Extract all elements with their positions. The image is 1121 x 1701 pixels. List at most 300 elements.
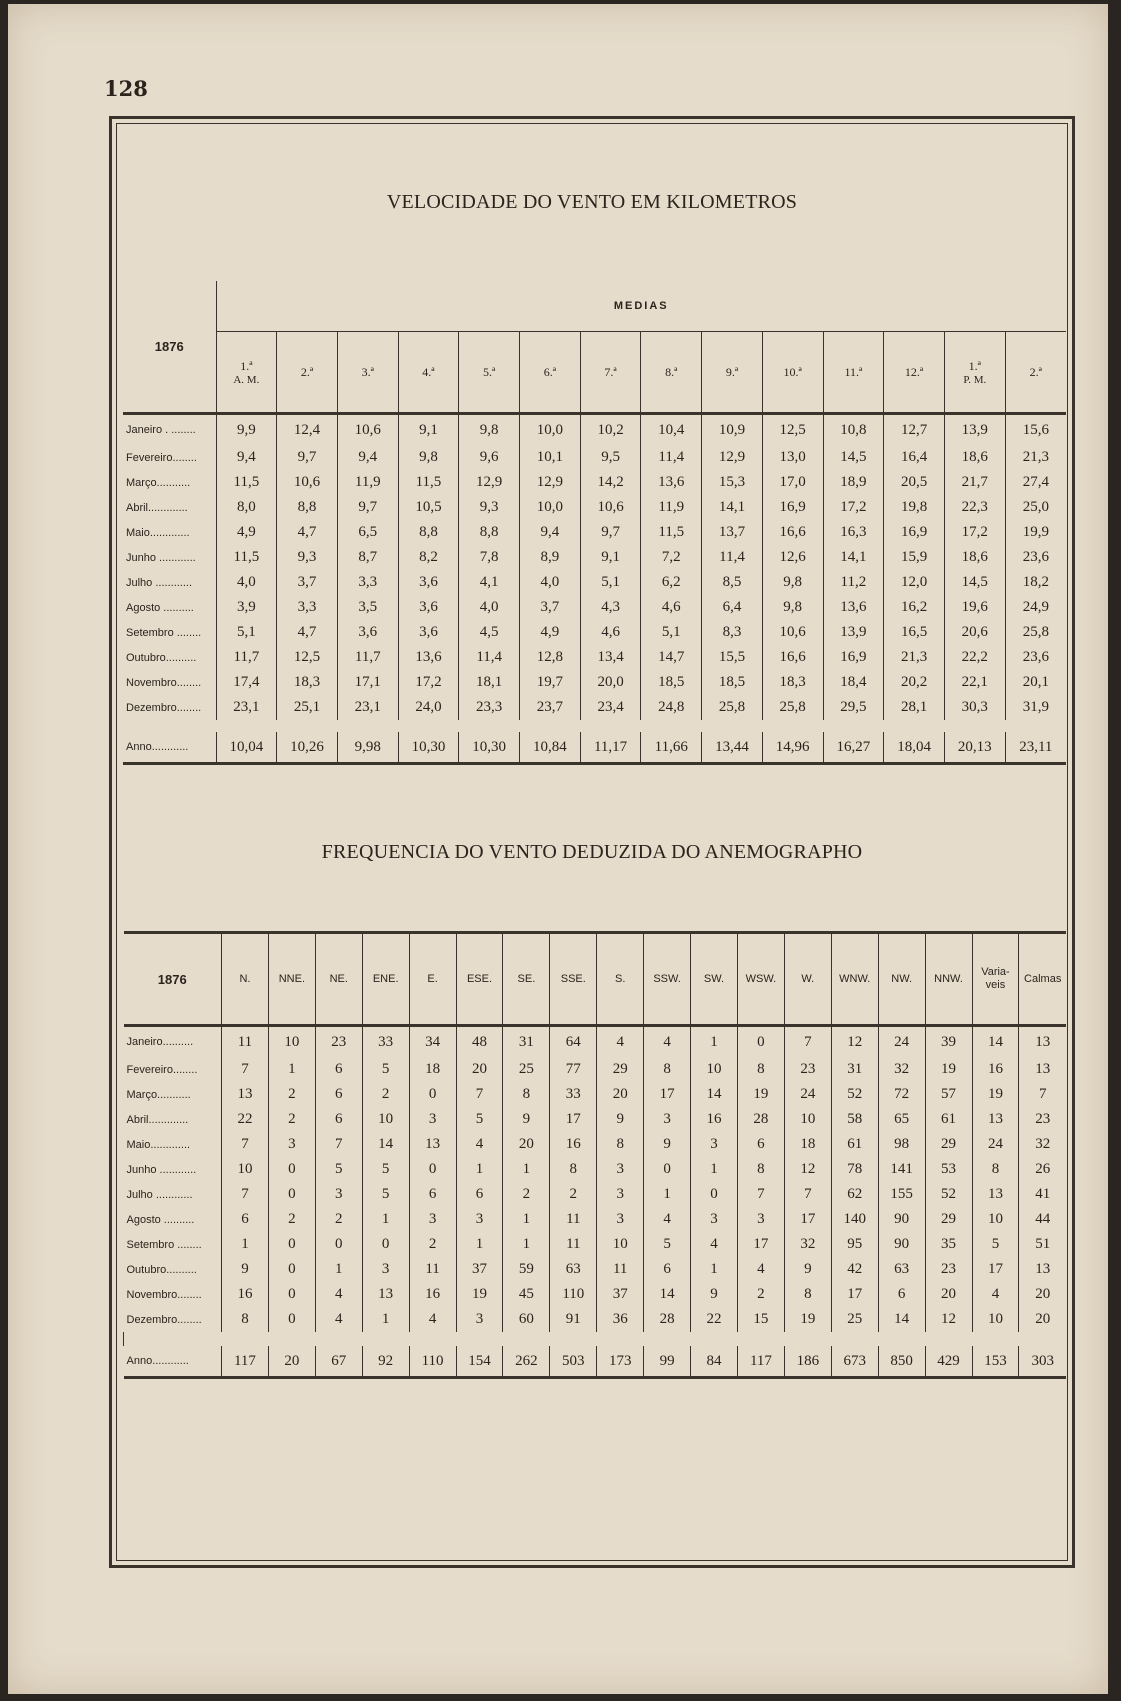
table-cell: 4 bbox=[409, 1307, 456, 1332]
table-cell: 18,1 bbox=[459, 670, 520, 695]
table-cell: 6 bbox=[737, 1132, 784, 1157]
table-cell: 7 bbox=[222, 1132, 269, 1157]
table-cell: 48 bbox=[456, 1026, 503, 1058]
table-cell: 19,9 bbox=[1005, 520, 1066, 545]
table-cell: 11 bbox=[222, 1026, 269, 1058]
table-cell: 17,1 bbox=[337, 670, 398, 695]
month-label: Novembro........ bbox=[126, 676, 202, 689]
table-cell: 23 bbox=[925, 1257, 972, 1282]
table-cell: 11,4 bbox=[702, 545, 763, 570]
table-cell: 10 bbox=[222, 1157, 269, 1182]
direction-column-header: ENE. bbox=[362, 933, 409, 1026]
table-cell: 28 bbox=[737, 1107, 784, 1132]
document-page bbox=[8, 4, 1108, 1694]
table-cell: 14,1 bbox=[823, 545, 884, 570]
month-label: Novembro........ bbox=[126, 1288, 202, 1301]
hour-label: 7.ª bbox=[604, 364, 617, 379]
table-cell: 9,6 bbox=[459, 445, 520, 470]
table-cell: 65 bbox=[878, 1107, 925, 1132]
month-label: Maio............. bbox=[126, 526, 190, 539]
table-cell: 3,3 bbox=[277, 595, 338, 620]
table-cell: 13,7 bbox=[702, 520, 763, 545]
table-cell: 3 bbox=[362, 1257, 409, 1282]
table-cell: 18,3 bbox=[762, 670, 823, 695]
table-cell: 4,7 bbox=[277, 620, 338, 645]
table-cell: 9,7 bbox=[337, 495, 398, 520]
table-cell: 18,5 bbox=[641, 670, 702, 695]
table-cell: 14,2 bbox=[580, 470, 641, 495]
table-cell: 3,6 bbox=[398, 595, 459, 620]
table-row bbox=[123, 645, 1066, 670]
table-cell: 16,9 bbox=[884, 520, 945, 545]
table-cell: 7,8 bbox=[459, 545, 520, 570]
table-cell: 16,4 bbox=[884, 445, 945, 470]
direction-column-header: WNW. bbox=[831, 933, 878, 1026]
table-cell: 155 bbox=[878, 1182, 925, 1207]
table-cell: 10,2 bbox=[580, 414, 641, 446]
table-cell: 16 bbox=[222, 1282, 269, 1307]
table-cell: 20 bbox=[597, 1082, 644, 1107]
month-label: Outubro.......... bbox=[126, 651, 197, 664]
hour-column-header bbox=[884, 332, 945, 414]
table-cell: 6 bbox=[456, 1182, 503, 1207]
table-cell: 19,6 bbox=[944, 595, 1005, 620]
variaveis-line1: Varia- bbox=[981, 966, 1010, 978]
table-row bbox=[124, 1207, 1067, 1232]
table-cell: 20,5 bbox=[884, 470, 945, 495]
table-cell: 63 bbox=[878, 1257, 925, 1282]
table-cell: 4 bbox=[972, 1282, 1019, 1307]
table-cell: 20,1 bbox=[1005, 670, 1066, 695]
table-cell: 1 bbox=[222, 1232, 269, 1257]
table-cell: 0 bbox=[691, 1182, 738, 1207]
table-cell: 2 bbox=[737, 1282, 784, 1307]
table-cell: 52 bbox=[831, 1082, 878, 1107]
table-cell: 3 bbox=[315, 1182, 362, 1207]
table-cell: 1 bbox=[315, 1257, 362, 1282]
table-cell: 6,2 bbox=[641, 570, 702, 595]
table-cell: 16,3 bbox=[823, 520, 884, 545]
table-cell: 23,7 bbox=[520, 695, 581, 720]
table-cell: 11,5 bbox=[398, 470, 459, 495]
table-cell: 19,8 bbox=[884, 495, 945, 520]
table-cell: 3,6 bbox=[398, 570, 459, 595]
table-cell: 8 bbox=[972, 1157, 1019, 1182]
direction-column-header: NE. bbox=[315, 933, 362, 1026]
table-cell: 10 bbox=[268, 1026, 315, 1058]
table-cell: 10,84 bbox=[520, 732, 581, 764]
table-cell: 850 bbox=[878, 1346, 925, 1378]
table-cell: 32 bbox=[784, 1232, 831, 1257]
hour-label: 11.ª bbox=[844, 364, 863, 379]
table-cell: 19 bbox=[972, 1082, 1019, 1107]
table-cell: 25,8 bbox=[702, 695, 763, 720]
table-cell: 4 bbox=[691, 1232, 738, 1257]
month-label: Abril............. bbox=[126, 501, 188, 514]
table-cell: 8,9 bbox=[520, 545, 581, 570]
table-frame bbox=[109, 116, 1075, 1568]
table-cell: 20 bbox=[456, 1057, 503, 1082]
table-cell: 17 bbox=[550, 1107, 597, 1132]
page-number: 128 bbox=[104, 76, 148, 101]
table-cell: 9,1 bbox=[580, 545, 641, 570]
table-cell: 33 bbox=[362, 1026, 409, 1058]
table-cell: 23,11 bbox=[1005, 732, 1066, 764]
table-cell: 22,2 bbox=[944, 645, 1005, 670]
table-cell: 9,7 bbox=[580, 520, 641, 545]
table-cell: 13,9 bbox=[823, 620, 884, 645]
table-row bbox=[124, 1057, 1067, 1082]
table-cell: 4,0 bbox=[459, 595, 520, 620]
table-cell: 18,6 bbox=[944, 445, 1005, 470]
table-cell: 10,30 bbox=[459, 732, 520, 764]
table-cell: 3,9 bbox=[216, 595, 277, 620]
table-cell: 25,1 bbox=[277, 695, 338, 720]
month-label: Dezembro........ bbox=[126, 1313, 202, 1326]
table-cell: 10,6 bbox=[762, 620, 823, 645]
table-cell: 3 bbox=[644, 1107, 691, 1132]
table-cell: 90 bbox=[878, 1232, 925, 1257]
table-row bbox=[123, 495, 1066, 520]
table-cell: 14 bbox=[972, 1026, 1019, 1058]
hour-column-header bbox=[459, 332, 520, 414]
table-cell: 12,4 bbox=[277, 414, 338, 446]
table-cell: 11,7 bbox=[337, 645, 398, 670]
table-cell: 0 bbox=[268, 1157, 315, 1182]
table-cell: 117 bbox=[222, 1346, 269, 1378]
table-cell: 429 bbox=[925, 1346, 972, 1378]
table-cell: 14 bbox=[878, 1307, 925, 1332]
hour-label: 3.ª bbox=[361, 364, 374, 379]
hour-column-header bbox=[216, 332, 277, 414]
table-cell: 173 bbox=[597, 1346, 644, 1378]
table-cell: 99 bbox=[644, 1346, 691, 1378]
table-row bbox=[123, 695, 1066, 720]
table-cell: 9,98 bbox=[337, 732, 398, 764]
table-cell: 24 bbox=[784, 1082, 831, 1107]
table-cell: 21,3 bbox=[1005, 445, 1066, 470]
direction-column-header: E. bbox=[409, 933, 456, 1026]
table-cell: 78 bbox=[831, 1157, 878, 1182]
table-cell: 16,9 bbox=[762, 495, 823, 520]
table-cell: 9,5 bbox=[580, 445, 641, 470]
table-cell: 28,1 bbox=[884, 695, 945, 720]
table-cell: 16 bbox=[972, 1057, 1019, 1082]
table-cell: 4 bbox=[315, 1307, 362, 1332]
table-cell: 10 bbox=[597, 1232, 644, 1257]
table-cell: 1 bbox=[362, 1207, 409, 1232]
table-cell: 16,9 bbox=[823, 645, 884, 670]
table-cell: 1 bbox=[456, 1232, 503, 1257]
table-cell: 28 bbox=[644, 1307, 691, 1332]
table-cell: 12 bbox=[925, 1307, 972, 1332]
direction-column-header: ESE. bbox=[456, 933, 503, 1026]
table-row bbox=[124, 1182, 1067, 1207]
table-cell: 8 bbox=[597, 1132, 644, 1157]
direction-column-header: W. bbox=[784, 933, 831, 1026]
table-cell: 24,8 bbox=[641, 695, 702, 720]
table-cell: 4 bbox=[456, 1132, 503, 1157]
direction-column-header: NNE. bbox=[268, 933, 315, 1026]
table-cell: 3 bbox=[597, 1157, 644, 1182]
table-cell: 57 bbox=[925, 1082, 972, 1107]
table-cell: 0 bbox=[644, 1157, 691, 1182]
table-cell: 20,13 bbox=[944, 732, 1005, 764]
table-cell: 18,9 bbox=[823, 470, 884, 495]
year-header: 1876 bbox=[154, 339, 184, 354]
table-cell: 14 bbox=[362, 1132, 409, 1157]
table-cell: 5 bbox=[362, 1057, 409, 1082]
table-cell: 8,8 bbox=[459, 520, 520, 545]
hour-label: 9.ª bbox=[725, 364, 739, 379]
table-row bbox=[123, 670, 1066, 695]
table-cell: 10,5 bbox=[398, 495, 459, 520]
table-cell: 186 bbox=[784, 1346, 831, 1378]
table-cell: 16,5 bbox=[884, 620, 945, 645]
table-cell: 15,3 bbox=[702, 470, 763, 495]
hour-column-header bbox=[762, 332, 823, 414]
table-cell: 8,3 bbox=[702, 620, 763, 645]
table-cell: 13,6 bbox=[398, 645, 459, 670]
table-cell: 3 bbox=[409, 1207, 456, 1232]
table-cell: 3 bbox=[409, 1107, 456, 1132]
variaveis-column-header bbox=[972, 933, 1019, 1026]
table-cell: 12,8 bbox=[520, 645, 581, 670]
table-cell: 10,6 bbox=[580, 495, 641, 520]
table-cell: 90 bbox=[878, 1207, 925, 1232]
table-cell: 29 bbox=[925, 1207, 972, 1232]
table-cell: 5 bbox=[362, 1182, 409, 1207]
table-cell: 153 bbox=[972, 1346, 1019, 1378]
table-cell: 11 bbox=[550, 1232, 597, 1257]
table-cell: 6 bbox=[315, 1057, 362, 1082]
table-cell: 12,9 bbox=[459, 470, 520, 495]
table-cell: 17,0 bbox=[762, 470, 823, 495]
hour-column-header bbox=[520, 332, 581, 414]
table-cell: 34 bbox=[409, 1026, 456, 1058]
table-cell: 53 bbox=[925, 1157, 972, 1182]
table-cell: 64 bbox=[550, 1026, 597, 1058]
table-cell: 4,3 bbox=[580, 595, 641, 620]
table-cell: 7,2 bbox=[641, 545, 702, 570]
table-cell: 39 bbox=[925, 1026, 972, 1058]
table-cell: 14 bbox=[691, 1082, 738, 1107]
table-cell: 18 bbox=[409, 1057, 456, 1082]
table-cell: 1 bbox=[503, 1232, 550, 1257]
month-label: Março........... bbox=[126, 1088, 191, 1101]
hour-label: 1.ª bbox=[968, 358, 981, 373]
table-cell: 32 bbox=[1019, 1132, 1066, 1157]
table-cell: 5,1 bbox=[216, 620, 277, 645]
table-cell: 5 bbox=[456, 1107, 503, 1132]
table-cell: 14,5 bbox=[944, 570, 1005, 595]
table-cell: 3 bbox=[597, 1182, 644, 1207]
table-cell: 3,6 bbox=[337, 620, 398, 645]
table-row bbox=[124, 1157, 1067, 1182]
table-cell: 13 bbox=[362, 1282, 409, 1307]
direction-column-header: S. bbox=[597, 933, 644, 1026]
month-label: Janeiro . ........ bbox=[123, 414, 216, 446]
hour-label: 6.ª bbox=[543, 364, 557, 379]
table-cell: 20 bbox=[1019, 1282, 1066, 1307]
table-cell: 20 bbox=[925, 1282, 972, 1307]
table-cell: 19,7 bbox=[520, 670, 581, 695]
table-cell: 3,5 bbox=[337, 595, 398, 620]
table-cell: 63 bbox=[550, 1257, 597, 1282]
table-cell: 51 bbox=[1019, 1232, 1066, 1257]
table-row bbox=[124, 1107, 1067, 1132]
table-cell: 0 bbox=[268, 1307, 315, 1332]
table-cell: 19 bbox=[737, 1082, 784, 1107]
table-cell: 2 bbox=[315, 1207, 362, 1232]
table-cell: 10,1 bbox=[520, 445, 581, 470]
table-cell: 19 bbox=[456, 1282, 503, 1307]
table-cell: 18,04 bbox=[884, 732, 945, 764]
table-cell: 24,9 bbox=[1005, 595, 1066, 620]
table-cell: 3 bbox=[737, 1207, 784, 1232]
table-cell: 23 bbox=[315, 1026, 362, 1058]
hour-column-header bbox=[580, 332, 641, 414]
hour-label: 12.ª bbox=[904, 364, 924, 379]
table-cell: 10,4 bbox=[641, 414, 702, 446]
table-cell: 22 bbox=[691, 1307, 738, 1332]
table-cell: 29,5 bbox=[823, 695, 884, 720]
month-label: Outubro.......... bbox=[126, 1263, 197, 1276]
direction-column-header: N. bbox=[222, 933, 269, 1026]
medias-group-header: MEDIAS bbox=[216, 281, 1066, 332]
table-cell: 5 bbox=[315, 1157, 362, 1182]
table-row bbox=[124, 1082, 1067, 1107]
table-cell: 16,6 bbox=[762, 645, 823, 670]
table-cell: 13,6 bbox=[823, 595, 884, 620]
table-cell: 16 bbox=[409, 1282, 456, 1307]
table-cell: 3 bbox=[456, 1207, 503, 1232]
table-cell: 13,0 bbox=[762, 445, 823, 470]
direction-column-header: NW. bbox=[878, 933, 925, 1026]
table-cell: 8 bbox=[784, 1282, 831, 1307]
wind-speed-table bbox=[123, 281, 1066, 765]
table-cell: 7 bbox=[737, 1182, 784, 1207]
table-cell: 31,9 bbox=[1005, 695, 1066, 720]
table-cell: 9,4 bbox=[337, 445, 398, 470]
table-cell: 35 bbox=[925, 1232, 972, 1257]
table-cell: 77 bbox=[550, 1057, 597, 1082]
year-total-label: Anno............ bbox=[124, 1346, 222, 1378]
table-cell: 0 bbox=[362, 1232, 409, 1257]
table-cell: 60 bbox=[503, 1307, 550, 1332]
table-cell: 11,5 bbox=[641, 520, 702, 545]
direction-column-header: SSW. bbox=[644, 933, 691, 1026]
table-row bbox=[124, 1132, 1067, 1157]
table-cell: 0 bbox=[737, 1026, 784, 1058]
table-cell: 7 bbox=[1019, 1082, 1066, 1107]
table-cell: 6 bbox=[315, 1107, 362, 1132]
table-cell: 29 bbox=[597, 1057, 644, 1082]
hour-column-header bbox=[398, 332, 459, 414]
hour-label: 4.ª bbox=[422, 364, 435, 379]
table-cell: 110 bbox=[409, 1346, 456, 1378]
table-cell: 15,9 bbox=[884, 545, 945, 570]
period-label: A. M. bbox=[233, 373, 260, 386]
table-cell: 13 bbox=[1019, 1057, 1066, 1082]
table-cell: 141 bbox=[878, 1157, 925, 1182]
table-cell: 22 bbox=[222, 1107, 269, 1132]
table-cell: 23,6 bbox=[1005, 645, 1066, 670]
year-total-label: Anno............ bbox=[123, 732, 216, 764]
table-cell: 154 bbox=[456, 1346, 503, 1378]
table-cell: 4 bbox=[644, 1207, 691, 1232]
table-cell: 8,8 bbox=[398, 520, 459, 545]
table-cell: 11,4 bbox=[459, 645, 520, 670]
table-cell: 20 bbox=[503, 1132, 550, 1157]
table-cell: 84 bbox=[691, 1346, 738, 1378]
table-cell: 13 bbox=[1019, 1026, 1066, 1058]
table-cell: 41 bbox=[1019, 1182, 1066, 1207]
hour-column-header bbox=[337, 332, 398, 414]
table-cell: 4,0 bbox=[216, 570, 277, 595]
table-cell: 67 bbox=[315, 1346, 362, 1378]
table-cell: 17,4 bbox=[216, 670, 277, 695]
table-cell: 4,0 bbox=[520, 570, 581, 595]
month-label: Agosto .......... bbox=[126, 1213, 195, 1226]
table-cell: 4,9 bbox=[520, 620, 581, 645]
total-row bbox=[123, 732, 1066, 764]
direction-column-header: NNW. bbox=[925, 933, 972, 1026]
total-row bbox=[124, 1346, 1067, 1378]
table-cell: 18,2 bbox=[1005, 570, 1066, 595]
table-cell: 13 bbox=[1019, 1257, 1066, 1282]
table-cell: 23 bbox=[1019, 1107, 1066, 1132]
table-cell: 3 bbox=[456, 1307, 503, 1332]
table-cell: 11,9 bbox=[337, 470, 398, 495]
table-cell: 1 bbox=[456, 1157, 503, 1182]
table-cell: 6 bbox=[644, 1257, 691, 1282]
table-cell: 8,7 bbox=[337, 545, 398, 570]
table-cell: 25,8 bbox=[762, 695, 823, 720]
table-cell: 17,2 bbox=[823, 495, 884, 520]
table-cell: 31 bbox=[831, 1057, 878, 1082]
table-row bbox=[124, 1307, 1067, 1332]
table-cell: 4,1 bbox=[459, 570, 520, 595]
table-cell: 30,3 bbox=[944, 695, 1005, 720]
table-cell: 52 bbox=[925, 1182, 972, 1207]
direction-column-header: WSW. bbox=[737, 933, 784, 1026]
table-cell: 42 bbox=[831, 1257, 878, 1282]
table-cell: 4 bbox=[644, 1026, 691, 1058]
table-cell: 8 bbox=[503, 1082, 550, 1107]
table-cell: 4 bbox=[315, 1282, 362, 1307]
month-label: Maio............. bbox=[126, 1138, 191, 1151]
table-cell: 33 bbox=[550, 1082, 597, 1107]
month-label: Março........... bbox=[126, 476, 191, 489]
table-cell: 4 bbox=[737, 1257, 784, 1282]
hour-label: 8.ª bbox=[665, 364, 678, 379]
table-cell: 2 bbox=[268, 1082, 315, 1107]
table-row bbox=[123, 445, 1066, 470]
table-cell: 9,8 bbox=[762, 570, 823, 595]
table-cell: 11,5 bbox=[216, 545, 277, 570]
table-row bbox=[124, 1257, 1067, 1282]
table-cell: 18,6 bbox=[944, 545, 1005, 570]
direction-column-header: SSE. bbox=[550, 933, 597, 1026]
table-cell: 13 bbox=[972, 1182, 1019, 1207]
table-cell: 2 bbox=[503, 1182, 550, 1207]
table-cell: 9,8 bbox=[762, 595, 823, 620]
table-cell: 19 bbox=[925, 1057, 972, 1082]
table-cell: 17 bbox=[972, 1257, 1019, 1282]
month-label: Janeiro.......... bbox=[124, 1026, 222, 1058]
table-cell: 11 bbox=[409, 1257, 456, 1282]
